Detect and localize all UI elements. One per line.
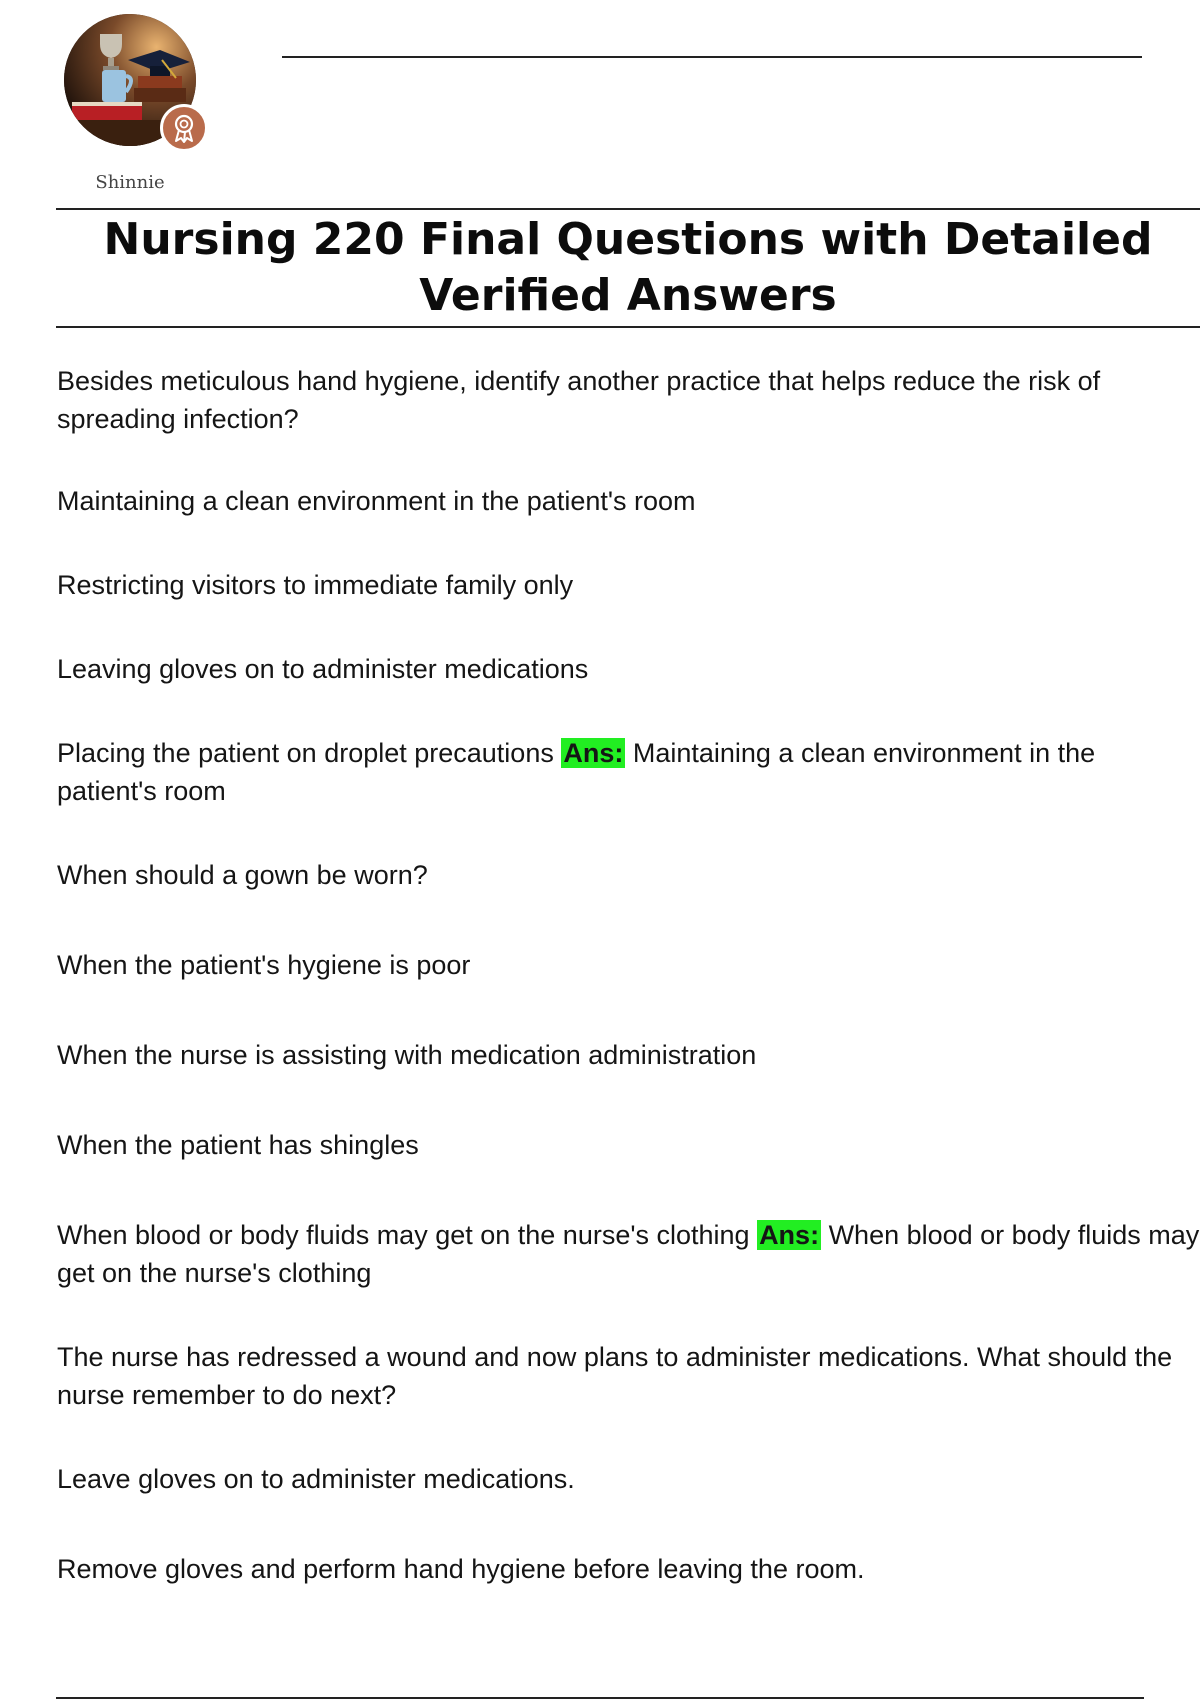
option-text: Leave gloves on to administer medications. (57, 1464, 575, 1494)
answer-text: Maintaining a clean environment in the patient's room (57, 738, 1096, 806)
footer-divider (56, 1697, 1144, 1699)
question-1 (57, 362, 1200, 438)
option-text: When the nurse is assisting with medication administration (57, 1040, 757, 1070)
question-text: When should a gown be worn? (57, 860, 428, 890)
question-2 (57, 856, 1200, 894)
option-item (57, 482, 1200, 520)
option-item (57, 650, 1200, 688)
answer-label-highlight: Ans: (759, 1220, 820, 1250)
title-line-2: Verified Answers (419, 270, 837, 321)
option-item (57, 946, 1200, 984)
answer-label-highlight: Ans: (563, 738, 624, 768)
option-text: Leaving gloves on to administer medications (57, 654, 589, 684)
option-text: Maintaining a clean environment in the patient's room (57, 486, 696, 516)
answer-text: When blood or body fluids may get on the nurse's clothing (57, 1220, 1200, 1288)
header-divider (282, 56, 1142, 58)
option-item (57, 1126, 1200, 1164)
option-text: Remove gloves and perform hand hygiene before leaving the room. (57, 1554, 865, 1584)
option-item (57, 1460, 1200, 1498)
option-item (57, 1550, 1200, 1588)
option-item (57, 566, 1200, 604)
question-text: The nurse has redressed a wound and now plans to administer medications. What should the nurse remember to do next? (57, 1342, 1173, 1410)
title-line-1: Nursing 220 Final Questions with Detailed (103, 214, 1153, 265)
option-text: Restricting visitors to immediate family only (57, 570, 574, 600)
option-text: Placing the patient on droplet precautions (57, 738, 562, 768)
option-text: When the patient has shingles (57, 1130, 419, 1160)
option-with-answer (57, 1216, 1200, 1292)
option-item (57, 1036, 1200, 1074)
option-with-answer (57, 734, 1200, 810)
question-text: Besides meticulous hand hygiene, identify another practice that helps reduce the risk of spreading infection? (57, 366, 1101, 434)
page-title (56, 212, 1200, 324)
title-rule-top (56, 208, 1200, 210)
title-rule-bottom (56, 326, 1200, 328)
option-text: When the patient's hygiene is poor (57, 950, 471, 980)
question-list (57, 362, 1200, 1588)
question-3 (57, 1338, 1200, 1414)
award-ribbon-icon (160, 104, 208, 152)
author-avatar[interactable] (60, 12, 200, 152)
author-username[interactable]: Shinnie (95, 172, 165, 193)
option-text: When blood or body fluids may get on the nurse's clothing (57, 1220, 758, 1250)
